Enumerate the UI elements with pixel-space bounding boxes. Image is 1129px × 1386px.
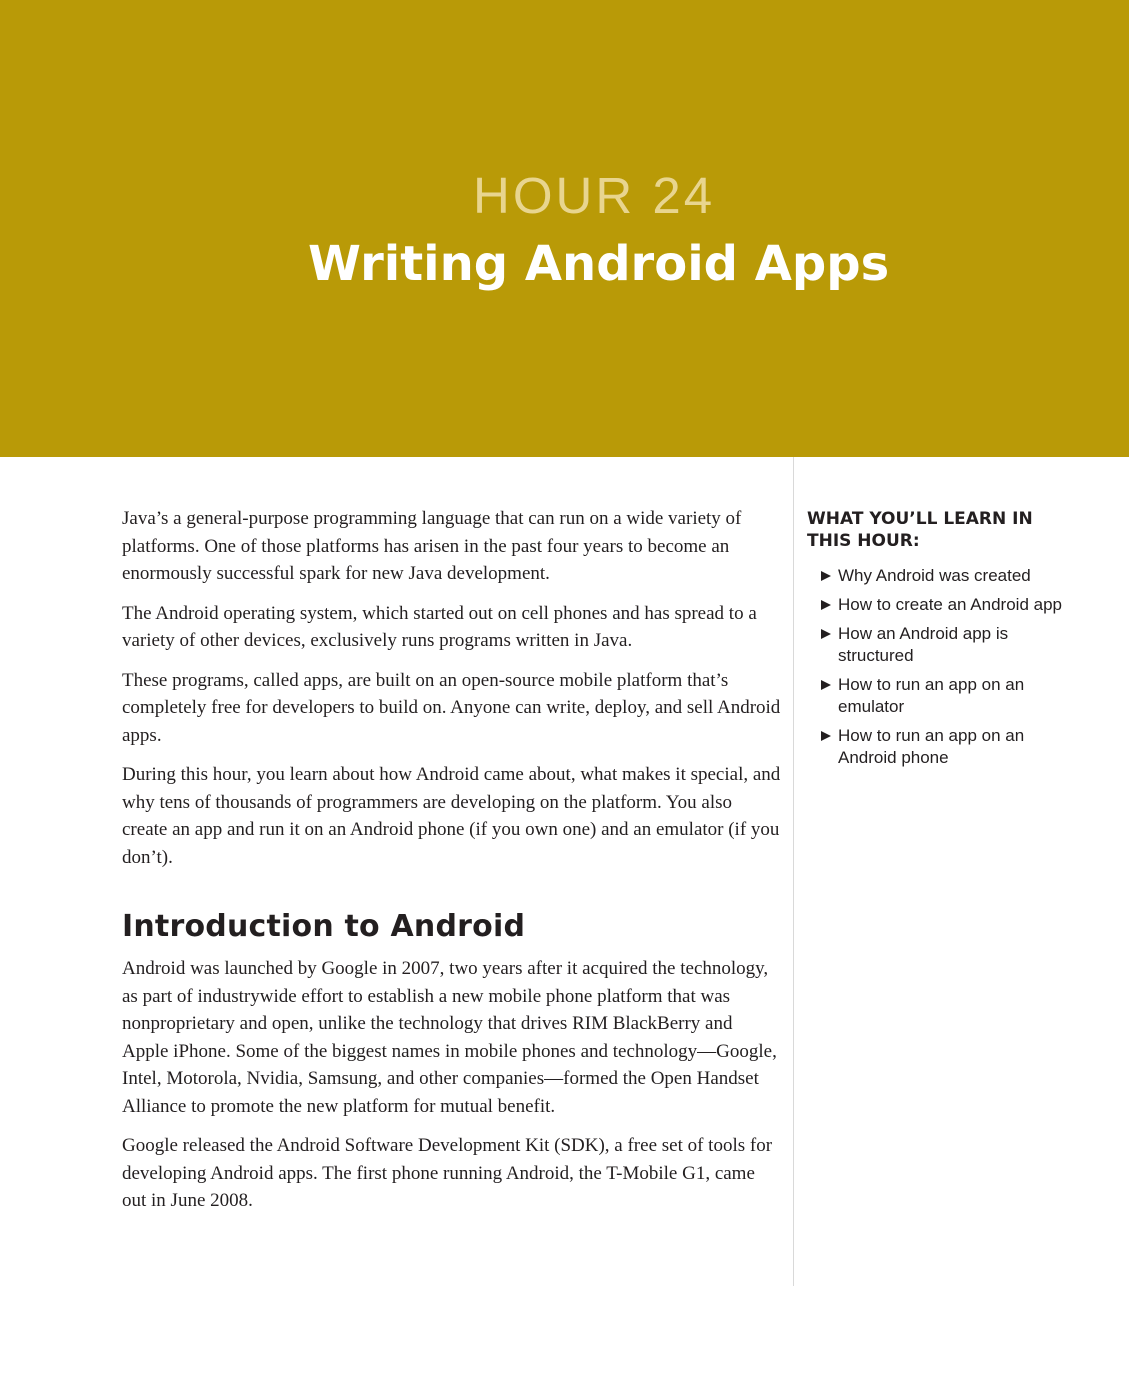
intro-paragraph: Java’s a general-purpose programming language that can run on a wide variety of platforms. One of those platforms has arisen in the past four years to become an enormously successful spark for new Java development.	[122, 508, 742, 584]
section-heading: Introduction to Android	[122, 909, 526, 944]
list-item	[807, 623, 1067, 667]
intro-paragraph: During this hour, you learn about how Android came about, what makes it special, and why tens of thousands of programmers are developing on the platform. You also create an app and run it on an Android phone (if you own one) and an emulator (if you don’t).	[122, 764, 781, 868]
triangle-right-icon	[821, 600, 831, 610]
intro-paragraph: These programs, called apps, are built on an open-source mobile platform that’s completely free for developers to build on. Anyone can write, deploy, and sell Android apps.	[122, 669, 781, 746]
list-item-text: How to run an app on an emulator	[838, 675, 1025, 716]
list-item-text: How to run an app on an Android phone	[838, 726, 1025, 767]
list-item-text: How to create an Android app	[838, 595, 1062, 614]
triangle-right-icon	[821, 680, 831, 690]
list-item	[807, 594, 1067, 616]
triangle-right-icon	[821, 731, 831, 741]
triangle-right-icon	[821, 629, 831, 639]
list-item-text: Why Android was created	[838, 566, 1031, 585]
triangle-right-icon	[821, 571, 831, 581]
chapter-banner	[0, 0, 1129, 457]
section-paragraph: Google released the Android Software Development Kit (SDK), a free set of tools for developing Android apps. The first phone running Android, the T-Mobile G1, came out in June 2008.	[122, 1135, 773, 1211]
list-item	[807, 725, 1067, 769]
list-item	[807, 565, 1067, 587]
main-column	[122, 505, 782, 1227]
section-paragraph: Android was launched by Google in 2007, two years after it acquired the technology, as part of industrywide effort to establish a new mobile phone platform that was nonproprietary and open, unlike the technology that drives RIM BlackBerry and Apple iPhone. Some of the biggest names in mobile phones and technology—Google, Intel, Motorola, Nvidia, Samsung, and other companies—formed the Open Handset Alliance to promote the new platform for mutual benefit.	[122, 958, 777, 1117]
chapter-title: Writing Android Apps	[308, 236, 890, 292]
list-item-text: How an Android app is structured	[838, 624, 1009, 665]
hour-label: HOUR 24	[473, 167, 716, 224]
sidebar-heading: WHAT YOU’LL LEARN IN THIS HOUR:	[807, 509, 1033, 551]
learning-objectives-sidebar	[807, 508, 1067, 776]
column-divider	[793, 457, 794, 1286]
list-item	[807, 674, 1067, 718]
objectives-list	[807, 565, 1067, 769]
intro-paragraph: The Android operating system, which started out on cell phones and has spread to a variety of other devices, exclusively runs programs written in Java.	[122, 602, 757, 651]
